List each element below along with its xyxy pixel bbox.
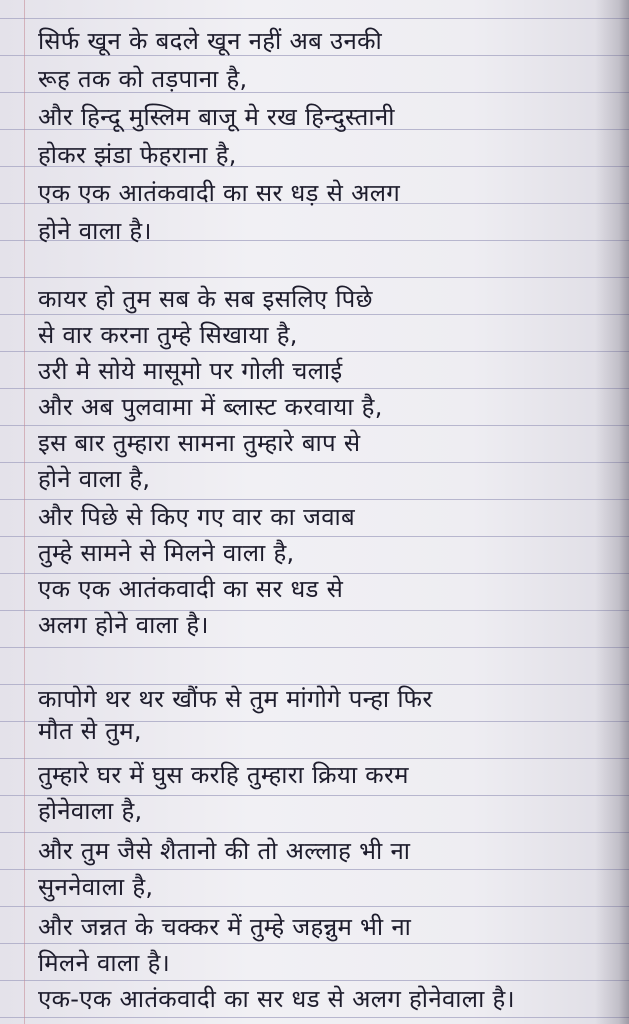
rule-line [0, 869, 629, 870]
rule-line [0, 906, 629, 907]
rule-line [0, 462, 629, 463]
poem-line: होनेवाला है, [38, 797, 143, 825]
poem-line: और पिछे से किए गए वार का जवाब [38, 503, 356, 531]
poem-line: सुननेवाला है, [38, 873, 154, 901]
poem-line: इस बार तुम्हारा सामना तुम्हारे बाप से [38, 429, 361, 457]
poem-line: उरी मे सोये मासूमो पर गोली चलाई [38, 357, 343, 385]
margin-line [24, 0, 25, 1024]
poem-line: होकर झंडा फेहराना है, [38, 141, 237, 169]
poem-line: रूह तक को तड़पाना है, [38, 65, 248, 93]
poem-line: तुम्हारे घर में घुस करहि तुम्हारा क्रिया करम [38, 761, 409, 789]
poem-line: तुम्हे सामने से मिलने वाला है, [38, 539, 295, 567]
rule-line [0, 647, 629, 648]
poem-line: और हिन्दू मुस्लिम बाजू मे रख हिन्दुस्तानी [38, 103, 395, 131]
rule-line [0, 351, 629, 352]
rule-line [0, 1017, 629, 1018]
poem-line: एक एक आतंकवादी का सर धड से [38, 575, 344, 603]
rule-line [0, 943, 629, 944]
poem-line: और तुम जैसे शैतानो की तो अल्लाह भी ना [38, 837, 411, 865]
poem-line: अलग होने वाला है। [38, 611, 209, 639]
poem-line: सिर्फ खून के बदले खून नहीं अब उनकी [38, 27, 383, 55]
rule-line [0, 980, 629, 981]
poem-line: होने वाला है। [38, 217, 152, 245]
poem-line: कायर हो तुम सब के सब इसलिए पिछे [38, 285, 373, 313]
rule-line [0, 425, 629, 426]
poem-line: और अब पुलवामा में ब्लास्ट करवाया है, [38, 393, 383, 421]
rule-line [0, 832, 629, 833]
rule-line [0, 758, 629, 759]
poem-line: और जन्नत के चक्कर में तुम्हे जहन्नुम भी ना [38, 913, 412, 941]
poem-line: से वार करना तुम्हे सिखाया है, [38, 321, 298, 349]
poem-line: होने वाला है, [38, 465, 151, 493]
poem-line: एक एक आतंकवादी का सर धड़ से अलग [38, 179, 401, 207]
poem-line: एक-एक आतंकवादी का सर धड से अलग होनेवाला है। [38, 985, 515, 1013]
rule-line [0, 314, 629, 315]
poem-line: कापोगे थर थर खौंफ से तुम मांगोगे पन्हा फिर [38, 685, 433, 713]
poem-line: मौत से तुम, [38, 717, 142, 745]
rule-line [0, 388, 629, 389]
rule-line [0, 499, 629, 500]
poem-line: मिलने वाला है। [38, 949, 171, 977]
rule-line [0, 536, 629, 537]
rule-line [0, 277, 629, 278]
rule-line [0, 18, 629, 19]
